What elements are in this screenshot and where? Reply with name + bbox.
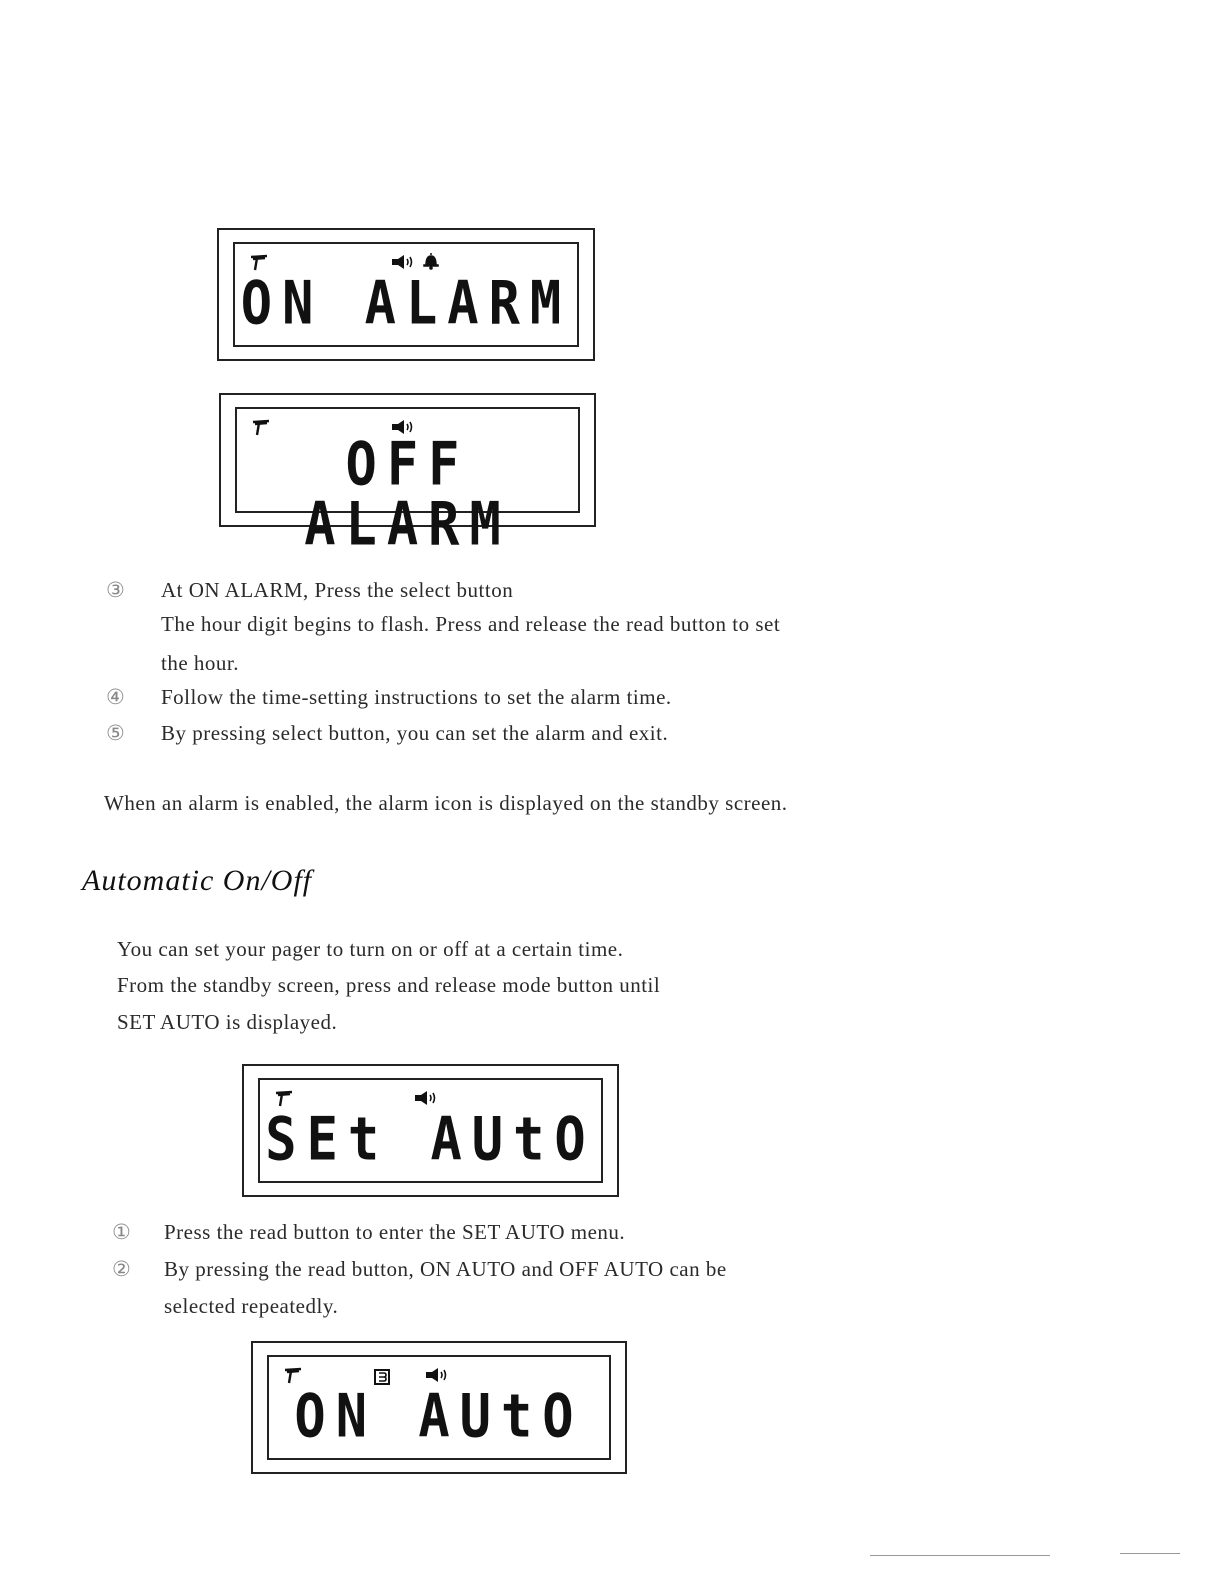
step-text: the hour. (161, 651, 239, 675)
step-number: ③ (106, 578, 125, 602)
step-number: ④ (106, 685, 125, 709)
step-text: At ON ALARM, Press the select button (161, 578, 514, 602)
lcd-inner-frame (233, 242, 579, 347)
step-text: Press the read button to enter the SET AUTO menu. (164, 1220, 626, 1244)
alarm-note: When an alarm is enabled, the alarm icon is displayed on the standby screen. (104, 791, 788, 815)
intro-line: SET AUTO is displayed. (117, 1010, 338, 1034)
scan-artifact (1120, 1553, 1180, 1554)
bell-icon (423, 252, 439, 270)
step-text: By pressing select button, you can set the alarm and exit. (161, 721, 669, 745)
lcd-inner-frame (267, 1355, 611, 1460)
lcd-readout: ON ALARM (240, 269, 572, 339)
lcd-display-off-alarm (219, 393, 596, 560)
lcd-inner-frame (235, 407, 580, 560)
step-number: ① (112, 1220, 131, 1244)
lcd-readout: OFF ALARM (304, 430, 511, 560)
lcd-readout: ON AUtO (294, 1382, 584, 1452)
step-number: ⑤ (106, 721, 125, 745)
lcd-readout: SEt AUtO (265, 1105, 596, 1175)
scan-artifact (870, 1555, 1050, 1556)
step-text: selected repeatedly. (164, 1294, 339, 1318)
lcd-display-set-auto (242, 1064, 619, 1197)
lcd-display-on-alarm (217, 228, 595, 361)
lcd-display-on-auto (251, 1341, 627, 1474)
speaker-icon (391, 254, 415, 270)
lcd-inner-frame (258, 1078, 603, 1183)
step-text: By pressing the read button, ON AUTO and OFF AUTO can be (164, 1257, 727, 1281)
intro-line: You can set your pager to turn on or off at a certain time. (117, 937, 624, 961)
step-number: ② (112, 1257, 131, 1281)
speaker-icon (414, 1090, 438, 1106)
speaker-icon (425, 1367, 449, 1383)
step-text: Follow the time-setting instructions to set the alarm time. (161, 685, 672, 709)
section-heading: Automatic On/Off (82, 864, 313, 897)
intro-line: From the standby screen, press and release mode button until (117, 973, 661, 997)
step-text: The hour digit begins to flash. Press and release the read button to set (161, 612, 781, 636)
